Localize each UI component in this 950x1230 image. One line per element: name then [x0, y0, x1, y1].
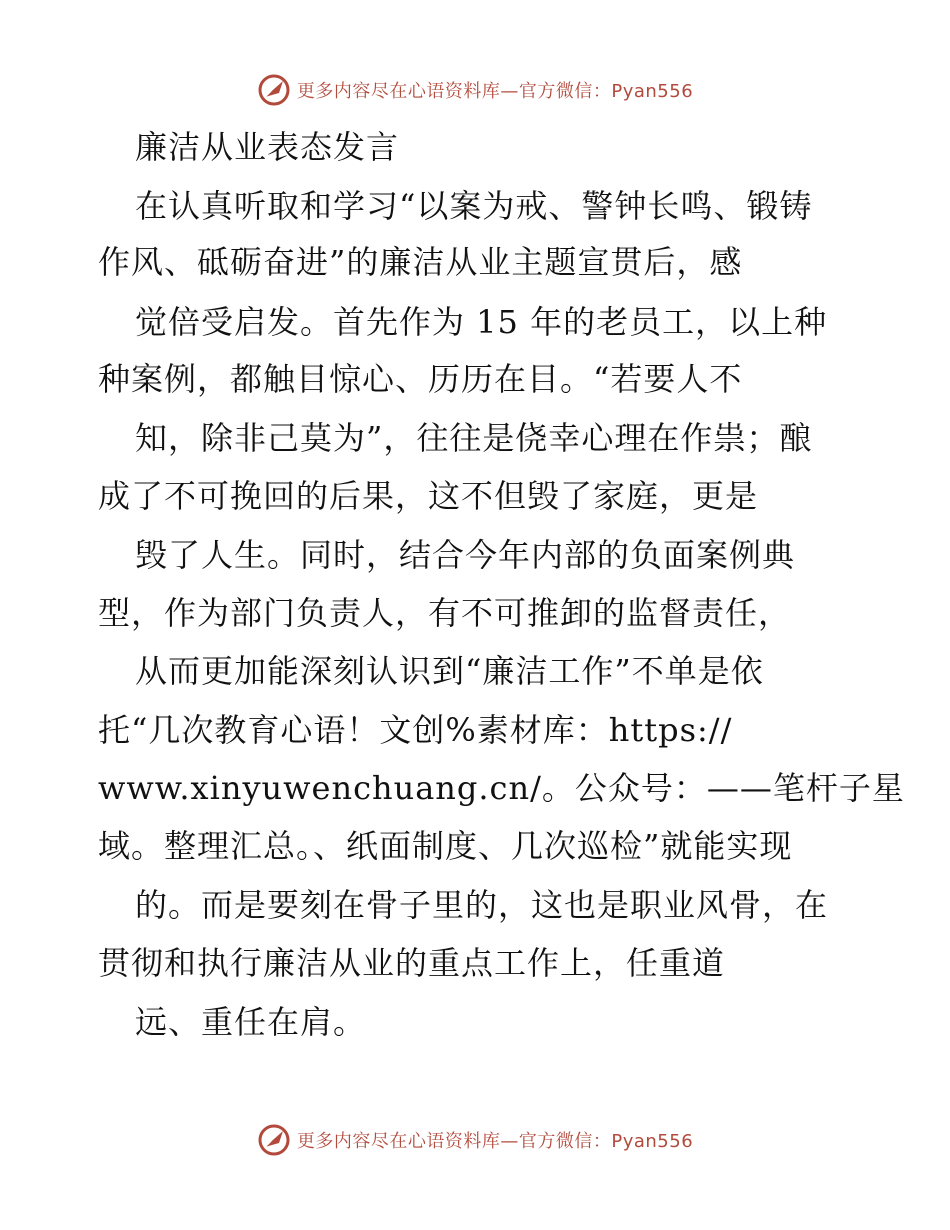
paragraph-line: 种案例，都触目惊心、历历在目。“若要人不	[98, 360, 743, 398]
footer-watermark-text: 更多内容尽在心语资料库—官方微信：Pyan556	[296, 1131, 694, 1152]
header-watermark-text: 更多内容尽在心语资料库—官方微信：Pyan556	[296, 81, 694, 102]
paragraph-line: 成了不可挽回的后果，这不但毁了家庭，更是	[98, 477, 759, 515]
paragraph-line: www.xinyuwenchuang.cn/。公众号：——笔杆子星	[98, 769, 905, 807]
paragraph-line: 毁了人生。同时，结合今年内部的负面案例典	[135, 536, 796, 574]
paragraph-line: 在认真听取和学习“以案为戒、警钟长鸣、锻铸	[135, 187, 813, 225]
paragraph-line: 作风、砥砺奋进”的廉洁从业主题宣贯后，感	[98, 243, 743, 281]
paragraph-line: 远、重任在肩。	[135, 1003, 367, 1041]
footer-watermark	[0, 1120, 950, 1160]
paragraph-line: 从而更加能深刻认识到“廉洁工作”不单是依	[135, 652, 764, 690]
quill-logo-icon	[257, 73, 291, 107]
paragraph-line: 贯彻和执行廉洁从业的重点工作上，任重道	[98, 944, 726, 982]
paragraph-line: 觉倍受启发。首先作为 15 年的老员工，以上种	[135, 303, 828, 341]
paragraph-line: 域。整理汇总。、纸面制度、几次巡检”就能实现	[98, 827, 793, 865]
header-watermark	[0, 70, 950, 110]
quill-logo-icon	[257, 1123, 291, 1157]
paragraph-line: 知，除非己莫为”，往往是侥幸心理在作祟；酿	[135, 419, 813, 457]
document-title: 廉洁从业表态发言	[135, 128, 400, 166]
paragraph-line: 托“几次教育心语！文创%素材库：https://	[98, 711, 733, 749]
paragraph-line: 的。而是要刻在骨子里的，这也是职业风骨，在	[135, 886, 829, 924]
paragraph-line: 型，作为部门负责人，有不可推卸的监督责任，	[98, 594, 792, 632]
